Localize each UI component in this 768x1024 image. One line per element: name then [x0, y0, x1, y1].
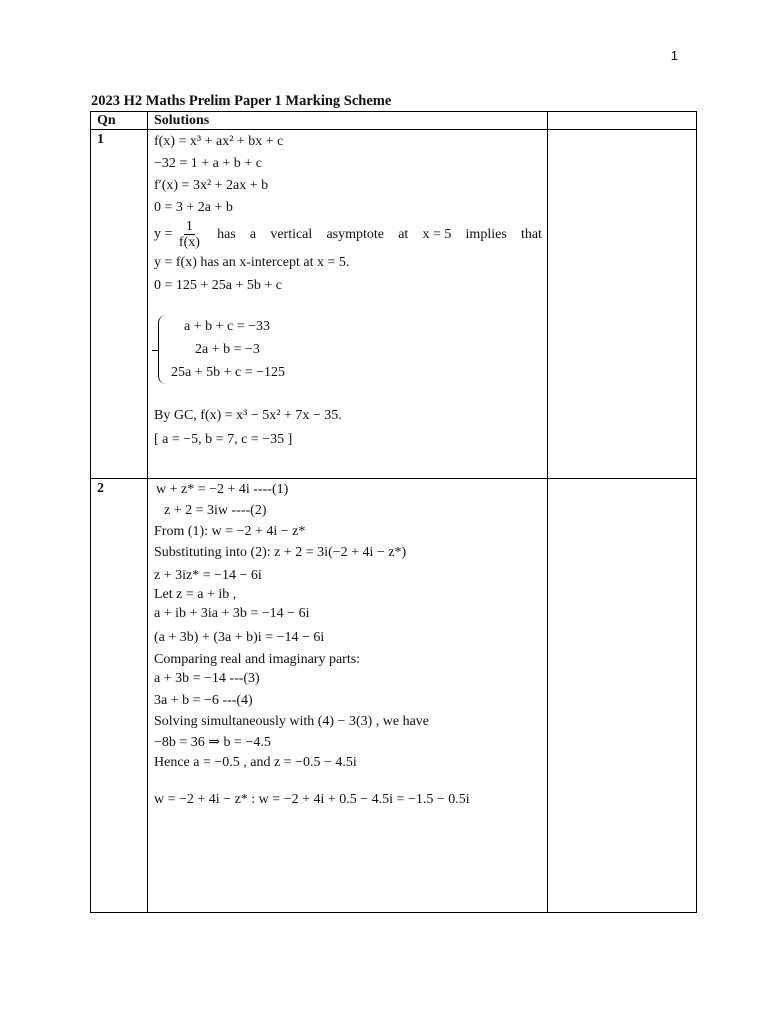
q2-line-6: Let z = a + ib ,: [154, 587, 237, 602]
q1-line-4: 0 = 3 + 2a + b: [154, 200, 233, 215]
header-qn: Qn: [91, 112, 148, 130]
q2-line-14: Hence a = −0.5 , and z = −0.5 − 4.5i: [154, 755, 357, 770]
q1-line-1: f(x) = x³ + ax² + bx + c: [154, 134, 284, 149]
q1-line-2: −32 = 1 + a + b + c: [154, 156, 262, 171]
system-eq-3: 25a + 5b + c = −125: [171, 365, 286, 380]
q1-y-equals: y =: [154, 226, 173, 242]
q1-word-2: a: [249, 226, 257, 242]
q2-line-12: Solving simultaneously with (4) − 3(3) , we have: [154, 714, 430, 729]
marking-scheme-table: [90, 111, 697, 913]
q1-line-9: [ a = −5, b = 7, c = −35 ]: [154, 432, 293, 447]
q1-line-7: 0 = 125 + 25a + 5b + c: [154, 278, 283, 293]
header-solutions: Solutions: [148, 112, 548, 130]
fraction: [179, 219, 200, 250]
q2-line-7: a + ib + 3ia + 3b = −14 − 6i: [154, 606, 310, 621]
q2-line-4: Substituting into (2): z + 2 = 3i(−2 + 4i − z*): [154, 545, 407, 560]
table-row-q1: [91, 130, 697, 479]
solution-cell-q2: [148, 479, 548, 913]
q1-word-8: that: [520, 226, 542, 242]
left-brace: [158, 315, 169, 384]
q1-line-5-lhs: [154, 219, 203, 250]
q1-line-5: [154, 219, 542, 250]
q1-word-5: at: [398, 226, 409, 242]
fraction-numerator: 1: [185, 219, 193, 234]
q2-line-8: (a + 3b) + (3a + b)i = −14 − 6i: [154, 630, 325, 645]
page-number: 1: [670, 48, 678, 63]
q1-word-3: vertical: [270, 226, 313, 242]
q2-line-5: z + 3iz* = −14 − 6i: [154, 568, 262, 583]
q2-line-10: a + 3b = −14 ---(3): [154, 671, 260, 686]
marks-cell-q2: [548, 479, 697, 913]
q2-line-9: Comparing real and imaginary parts:: [154, 652, 361, 667]
q1-line-8: By GC, f(x) = x³ − 5x² + 7x − 35.: [154, 408, 342, 423]
table-header-row: [91, 112, 697, 130]
q2-line-15: w = −2 + 4i − z* : w = −2 + 4i + 0.5 − 4.5i = −1.5 − 0.5i: [154, 792, 470, 807]
fraction-denominator: f(x): [178, 235, 200, 250]
question-number-1: 1: [91, 130, 148, 479]
q1-word-1: has: [217, 226, 236, 242]
q2-line-1: w + z* = −2 + 4i ----(1): [156, 482, 289, 497]
q1-word-7: implies: [465, 226, 507, 242]
table-row-q2: [91, 479, 697, 913]
q2-line-13: −8b = 36 ⇒ b = −4.5: [154, 735, 271, 750]
solution-cell-q1: [148, 130, 548, 479]
q1-line-3: f′(x) = 3x² + 2ax + b: [154, 178, 269, 193]
q2-line-3: From (1): w = −2 + 4i − z*: [154, 524, 306, 539]
q1-word-6: x = 5: [422, 226, 452, 242]
q2-line-11: 3a + b = −6 ---(4): [154, 693, 253, 708]
q1-line-6: y = f(x) has an x-intercept at x = 5.: [154, 255, 350, 270]
marks-cell-q1: [548, 130, 697, 479]
q2-line-2: z + 2 = 3iw ----(2): [164, 503, 267, 518]
question-number-2: 2: [91, 479, 148, 913]
header-marks: [548, 112, 697, 130]
q1-word-4: asymptote: [326, 226, 385, 242]
equation-system: [158, 315, 542, 384]
document-title: 2023 H2 Maths Prelim Paper 1 Marking Scheme: [91, 93, 392, 109]
equation-system-lines: [171, 315, 285, 384]
system-eq-1: a + b + c = −33: [184, 319, 271, 334]
system-eq-2: 2a + b = −3: [195, 342, 260, 357]
